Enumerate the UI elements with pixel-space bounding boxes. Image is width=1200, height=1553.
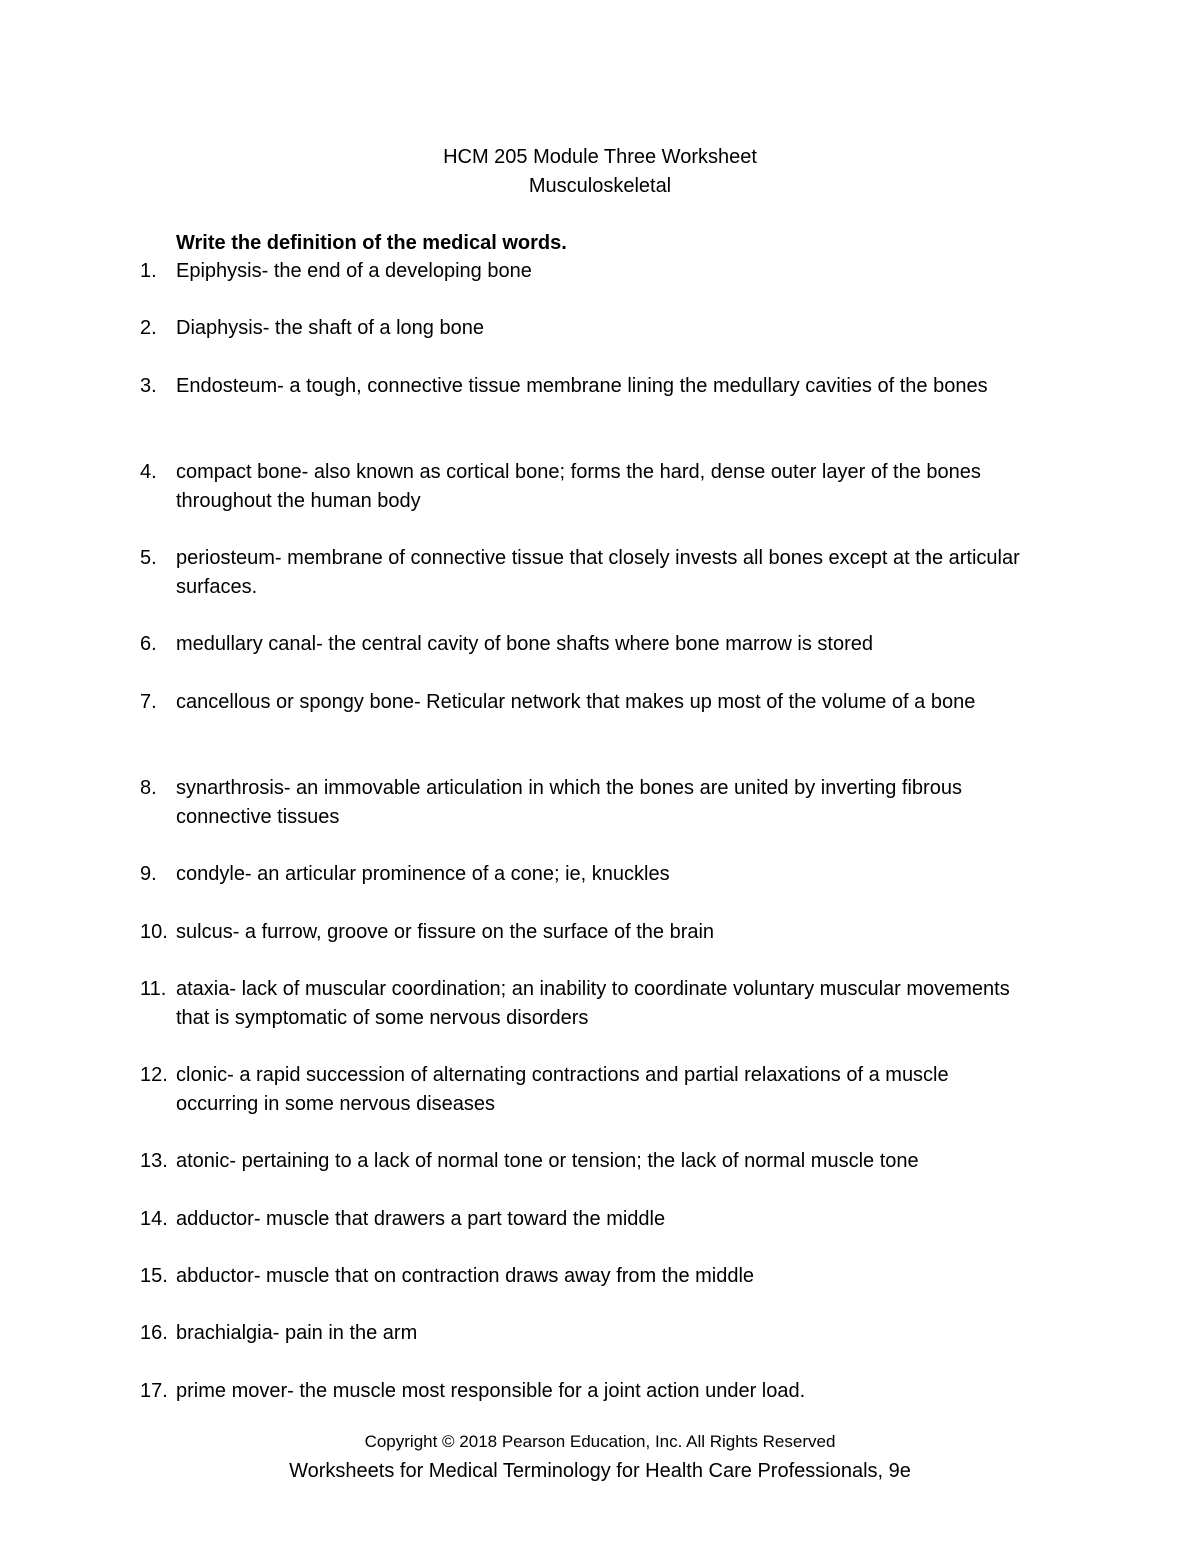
list-item (140, 630, 1020, 659)
item-text: synarthrosis- an immovable articulation in which the bones are united by inverting fibrous connective tissues (176, 777, 962, 828)
list-item (140, 1377, 1020, 1406)
item-text: medullary canal- the central cavity of bone shafts where bone marrow is stored (176, 633, 874, 655)
item-text: Epiphysis- the end of a developing bone (176, 260, 532, 282)
item-number: 1. (140, 260, 157, 282)
item-number: 11. (140, 978, 167, 1000)
item-number: 10. (140, 921, 168, 943)
copyright-notice: Copyright © 2018 Pearson Education, Inc. All Rights Reserved (364, 1432, 836, 1451)
list-item (140, 458, 1020, 516)
item-number: 12. (140, 1064, 168, 1086)
item-number: 14. (140, 1208, 168, 1230)
list-item (140, 918, 1020, 947)
item-number: 2. (140, 317, 157, 339)
list-item (140, 314, 1020, 343)
list-item (140, 975, 1020, 1033)
list-item (140, 1319, 1020, 1348)
item-number: 16. (140, 1322, 168, 1344)
item-number: 4. (140, 461, 157, 483)
list-item (140, 860, 1020, 889)
item-text: compact bone- also known as cortical bone; forms the hard, dense outer layer of the bones throughout the human body (176, 461, 981, 512)
list-item (140, 774, 1020, 832)
item-text: abductor- muscle that on contraction draws away from the middle (176, 1265, 755, 1287)
item-text: brachialgia- pain in the arm (176, 1322, 418, 1344)
item-text: periosteum- membrane of connective tissue that closely invests all bones except at the articular surfaces. (176, 547, 1020, 598)
item-number: 6. (140, 633, 157, 655)
list-item (140, 372, 1020, 401)
item-text: adductor- muscle that drawers a part toward the middle (176, 1208, 666, 1230)
item-number: 17. (140, 1380, 168, 1402)
item-text: Diaphysis- the shaft of a long bone (176, 317, 484, 339)
list-item (140, 1205, 1020, 1234)
page-subtitle: Musculoskeletal (528, 175, 672, 197)
item-text: clonic- a rapid succession of alternating contractions and partial relaxations of a muscle occurring in some nervous diseases (176, 1064, 949, 1115)
list-item (140, 1147, 1020, 1176)
item-text: sulcus- a furrow, groove or fissure on the surface of the brain (176, 921, 715, 943)
list-item (140, 1061, 1020, 1119)
list-item (140, 544, 1020, 602)
list-item (140, 1262, 1020, 1291)
list-item (140, 257, 1020, 286)
page-title: HCM 205 Module Three Worksheet (443, 146, 757, 168)
item-text: condyle- an articular prominence of a cone; ie, knuckles (176, 863, 670, 885)
item-text: prime mover- the muscle most responsible for a joint action under load. (176, 1380, 806, 1402)
item-number: 7. (140, 691, 157, 713)
item-text: Endosteum- a tough, connective tissue membrane lining the medullary cavities of the bones (176, 375, 988, 397)
instruction-text: Write the definition of the medical words. (176, 232, 567, 254)
item-number: 8. (140, 777, 157, 799)
list-item (140, 688, 1020, 717)
item-number: 9. (140, 863, 157, 885)
item-text: ataxia- lack of muscular coordination; an inability to coordinate voluntary muscular movements that is symptomatic of some nervous disorders (176, 978, 1010, 1029)
item-number: 5. (140, 547, 157, 569)
item-number: 3. (140, 375, 157, 397)
item-number: 13. (140, 1150, 168, 1172)
book-title: Worksheets for Medical Terminology for Health Care Professionals, 9e (289, 1460, 911, 1482)
item-text: atonic- pertaining to a lack of normal tone or tension; the lack of normal muscle tone (176, 1150, 919, 1172)
item-number: 15. (140, 1265, 168, 1287)
item-text: cancellous or spongy bone- Reticular network that makes up most of the volume of a bone (176, 691, 976, 713)
